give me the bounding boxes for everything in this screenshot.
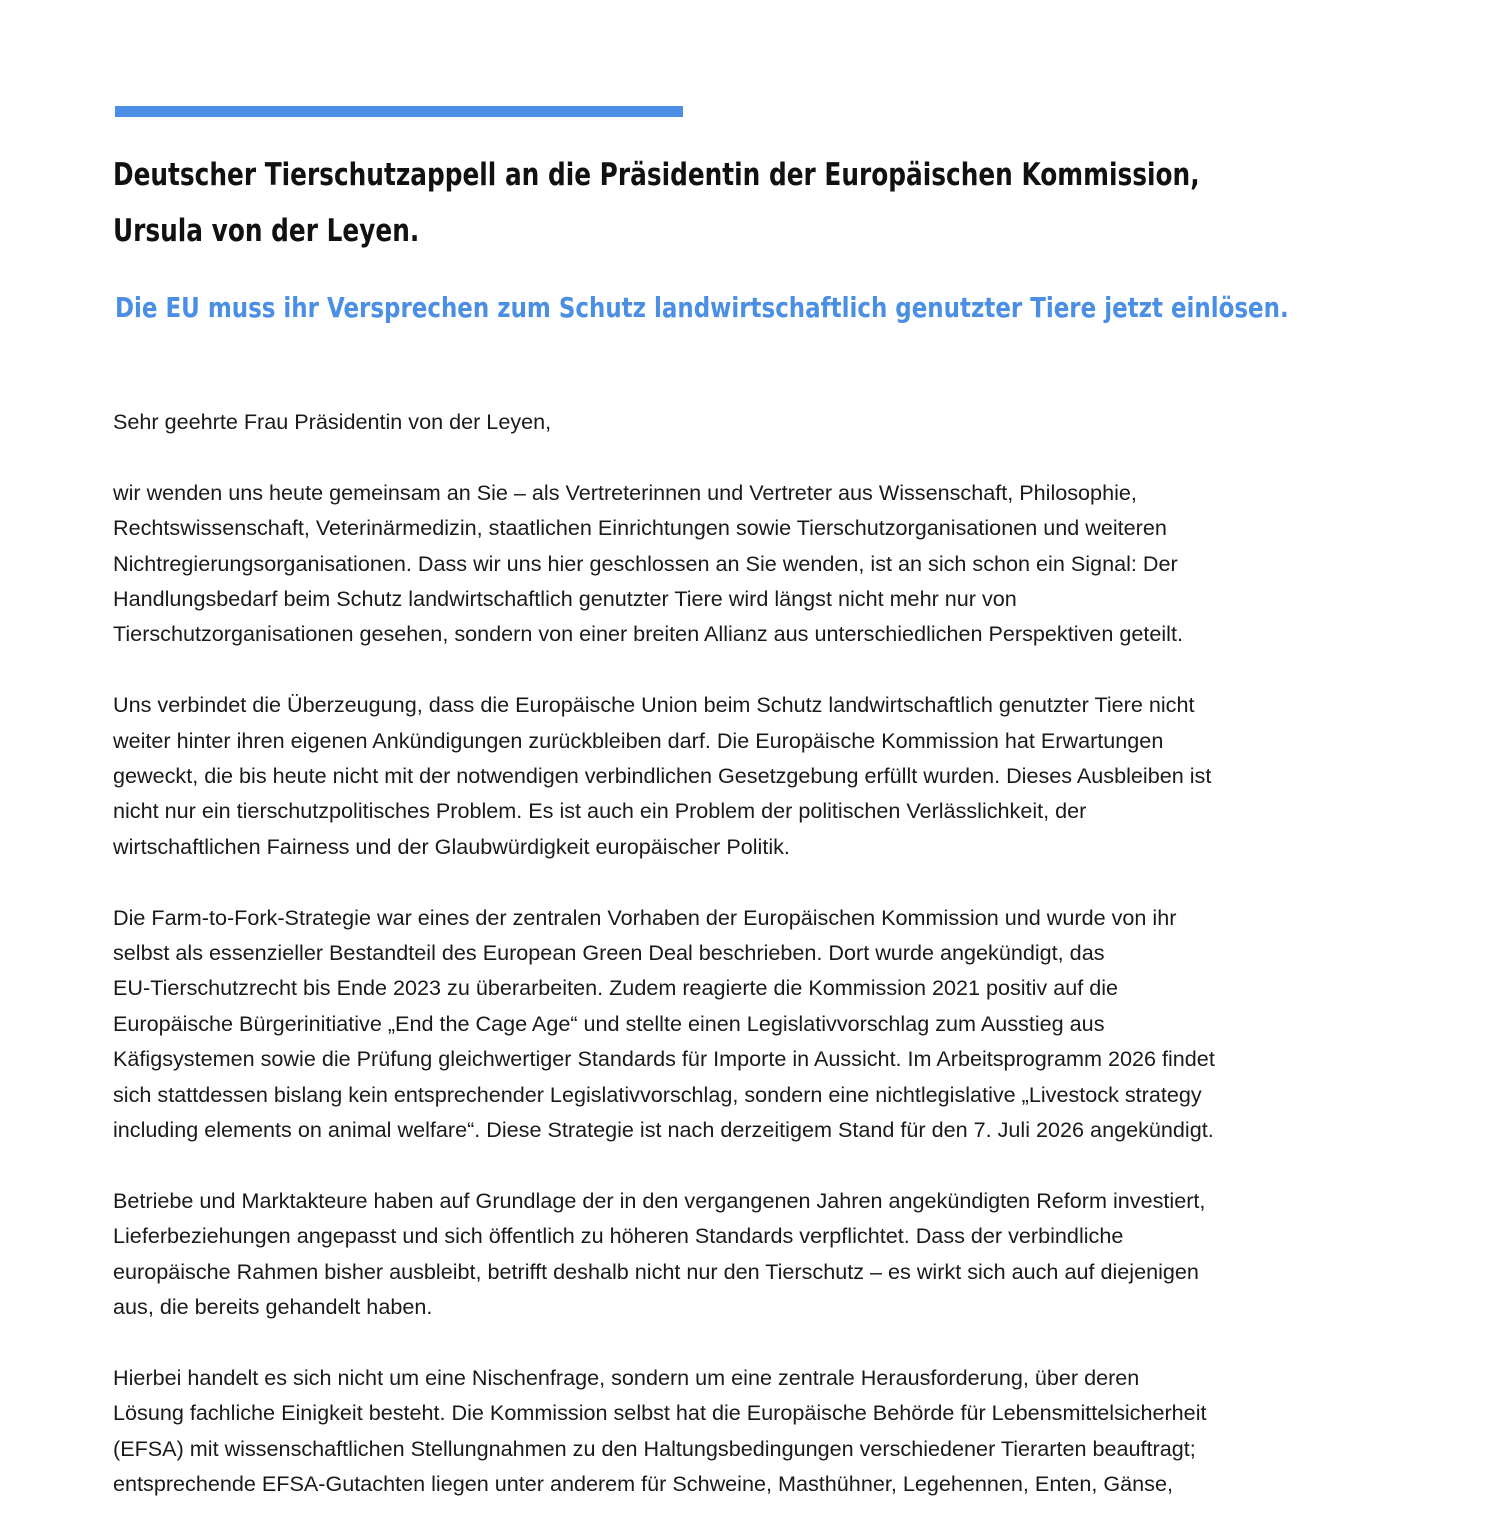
paragraph-line: Betriebe und Marktakteure haben auf Grundlage der in den vergangenen Jahren angekündigten Reform investiert, <box>113 1187 1206 1213</box>
paragraph-line: wir wenden uns heute gemeinsam an Sie – als Vertreterinnen und Vertreter aus Wissenschaft, Philosophie, <box>113 479 1137 505</box>
paragraph-line: nicht nur ein tierschutzpolitisches Problem. Es ist auch ein Problem der politischen Verlässlichkeit, der <box>113 798 1087 824</box>
paragraph-line: selbst als essenzieller Bestandteil des European Green Deal beschrieben. Dort wurde angekündigt, das <box>113 940 1105 966</box>
paragraph-line: sich stattdessen bislang kein entsprechender Legislativvorschlag, sondern eine nichtlegislative „Livestock strategy <box>113 1081 1202 1107</box>
paragraph-line: Lieferbeziehungen angepasst und sich öffentlich zu höheren Standards verpflichtet. Dass der verbindliche <box>113 1223 1124 1249</box>
title-line-2: Ursula von der Leyen. <box>113 213 420 249</box>
paragraph-1 <box>113 475 1413 652</box>
paragraph-line: Handlungsbedarf beim Schutz landwirtschaftlich genutzter Tiere wird längst nicht mehr nur von <box>113 586 1017 612</box>
paragraph-line: wirtschaftlichen Fairness und der Glaubwürdigkeit europäischer Politik. <box>113 833 790 859</box>
paragraph-3 <box>113 900 1413 1148</box>
paragraph-line: including elements on animal welfare“. Diese Strategie ist nach derzeitigem Stand für den 7. Juli 2026 angekündigt. <box>113 1117 1214 1143</box>
title-line-1: Deutscher Tierschutzappell an die Präsidentin der Europäischen Kommission, <box>113 157 1200 193</box>
paragraph-line: weiter hinter ihren eigenen Ankündigungen zurückbleiben darf. Die Europäische Kommission hat Erwartungen <box>113 727 1164 753</box>
paragraph-line: europäische Rahmen bisher ausbleibt, betrifft deshalb nicht nur den Tierschutz – es wirkt sich auch auf diejenigen <box>113 1258 1199 1284</box>
paragraph-line: aus, die bereits gehandelt haben. <box>113 1294 433 1320</box>
paragraph-line: Hierbei handelt es sich nicht um eine Nischenfrage, sondern um eine zentrale Herausforderung, über deren <box>113 1364 1140 1390</box>
paragraph-line: Rechtswissenschaft, Veterinärmedizin, staatlichen Einrichtungen sowie Tierschutzorganisationen und weiteren <box>113 515 1167 541</box>
paragraph-line: (EFSA) mit wissenschaftlichen Stellungnahmen zu den Haltungsbedingungen verschiedener Tierarten beauftragt; <box>113 1435 1196 1461</box>
paragraph-line: Die Farm-to-Fork-Strategie war eines der zentralen Vorhaben der Europäischen Kommission und wurde von ihr <box>113 904 1177 930</box>
letter-body <box>113 404 1413 1537</box>
salutation <box>113 404 1413 439</box>
accent-bar <box>115 106 683 117</box>
paragraph-line: Tierschutzorganisationen gesehen, sondern von einer breiten Allianz aus unterschiedlichen Perspektiven geteilt. <box>113 621 1183 647</box>
paragraph-line: entsprechende EFSA-Gutachten liegen unter anderem für Schweine, Masthühner, Legehennen, Enten, Gänse, <box>113 1471 1173 1497</box>
paragraph-line: Käfigsystemen sowie die Prüfung gleichwertiger Standards für Importe in Aussicht. Im Arbeitsprogramm 2026 findet <box>113 1046 1215 1072</box>
paragraph-5 <box>113 1360 1413 1502</box>
paragraph-line: Europäische Bürgerinitiative „End the Cage Age“ und stellte einen Legislativvorschlag zum Ausstieg aus <box>113 1010 1105 1036</box>
paragraph-line: Nichtregierungsorganisationen. Dass wir uns hier geschlossen an Sie wenden, ist an sich schon ein Signal: Der <box>113 550 1178 576</box>
paragraph-line: geweckt, die bis heute nicht mit der notwendigen verbindlichen Gesetzgebung erfüllt wurden. Dieses Ausbleiben ist <box>113 763 1212 789</box>
paragraph-4 <box>113 1183 1413 1325</box>
paragraph-line: Lösung fachliche Einigkeit besteht. Die Kommission selbst hat die Europäische Behörde für Lebensmittelsicherheit <box>113 1400 1207 1426</box>
page-title <box>113 147 1233 259</box>
salutation-text: Sehr geehrte Frau Präsidentin von der Leyen, <box>113 409 552 434</box>
paragraph-line: EU-Tierschutzrecht bis Ende 2023 zu überarbeiten. Zudem reagierte die Kommission 2021 positiv auf die <box>113 975 1119 1001</box>
page-subtitle: Die EU muss ihr Versprechen zum Schutz landwirtschaftlich genutzter Tiere jetzt einlösen. <box>115 291 1289 324</box>
paragraph-2 <box>113 687 1413 864</box>
paragraph-line: Uns verbindet die Überzeugung, dass die Europäische Union beim Schutz landwirtschaftlich genutzter Tiere nicht <box>113 692 1195 718</box>
